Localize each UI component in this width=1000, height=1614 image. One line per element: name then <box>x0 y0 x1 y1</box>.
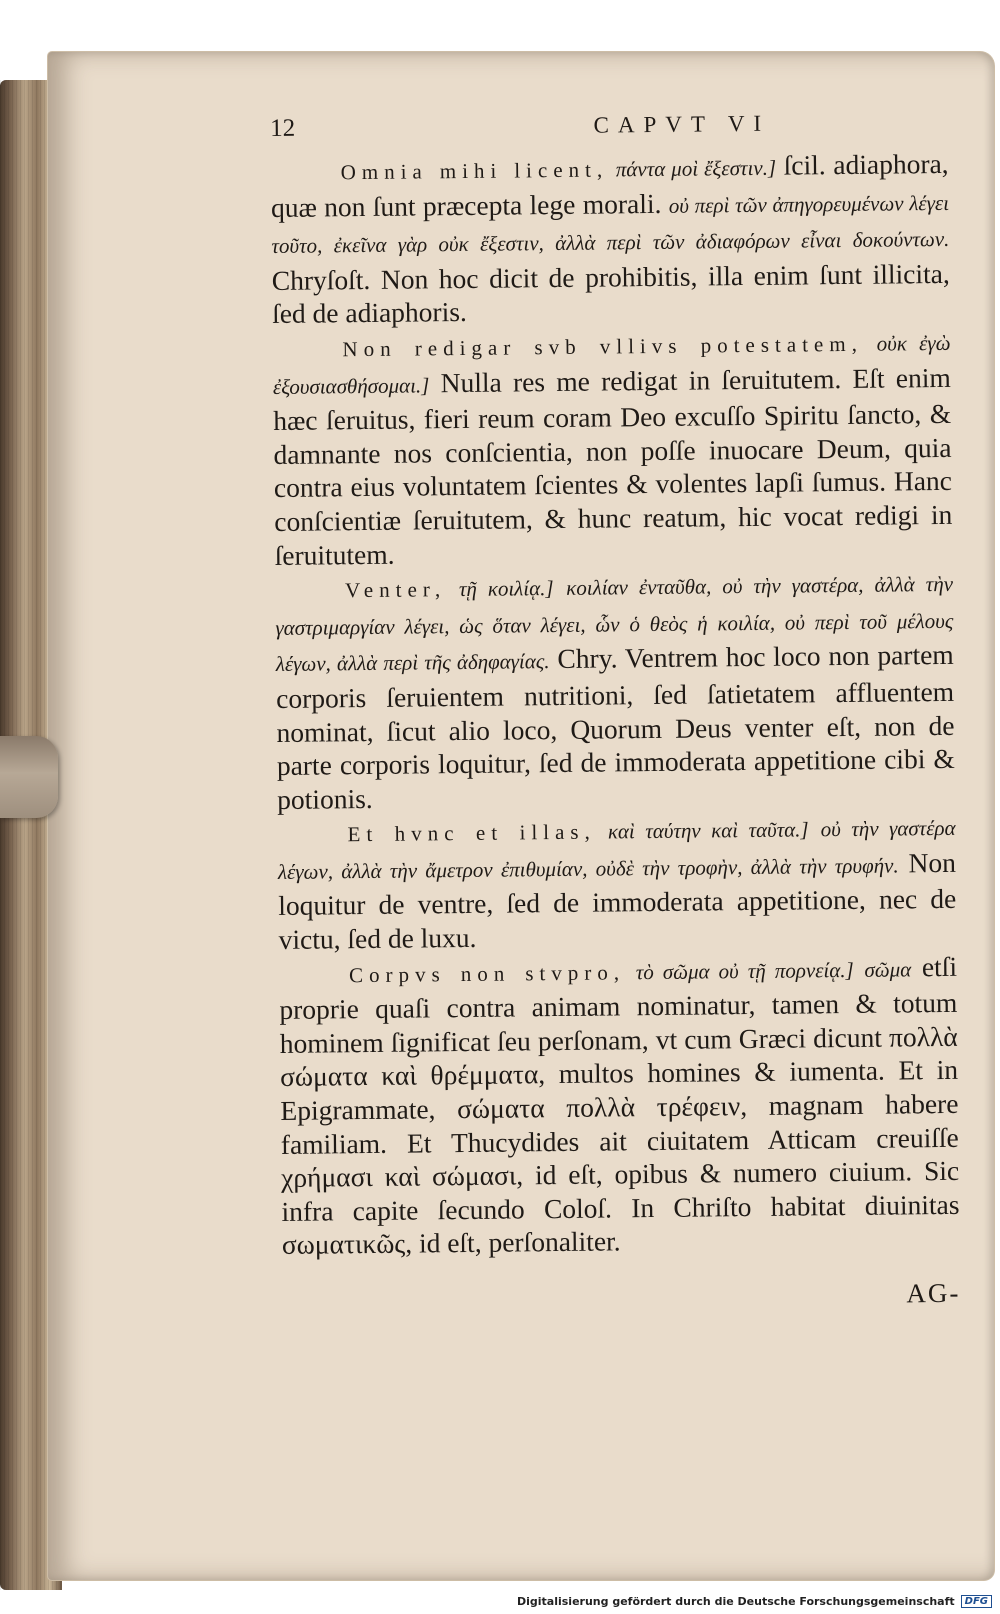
greek-lemma: τῇ κοιλίᾳ.] <box>458 576 554 602</box>
chapter-title: CAPVT VI <box>593 110 771 138</box>
latin-text: ſcil. adiaphora, quæ non ſunt præcepta lege morali. <box>270 147 949 223</box>
latin-text: Nulla res me redigat in ſeruitutem. Eſt enim hæc ſeruitus, fieri reum coram Deo excuſſo Spiritu ſancto, & damnante nos conſcientia, non poſſe inuocare Deum, quia contra eius voluntatem ſcientes & volentes lapſi ſumus. Hanc conſcientiæ ſeruitutem, & hunc reatum, hic vocat redigi in ſeruitutem. <box>273 361 953 571</box>
catchword: AG- <box>906 1277 961 1309</box>
paragraph-4 <box>277 809 956 956</box>
latin-text: Chryſoſt. Non hoc dicit de prohibitis, illa enim ſunt illicita, ſed de adiaphoris. <box>271 257 950 330</box>
latin-text: Non loquitur de ventre, ſed de immoderata appetitione, nec de victu, ſed de luxu. <box>278 846 957 956</box>
page-clip <box>0 736 58 818</box>
digitization-footer <box>517 1595 992 1608</box>
greek-text: κοιλίαν ἐνταῦθα, οὐ τὴν γαστέρα, ἀλλὰ τὴν γαστριμαργίαν λέγει, ὡς ὅταν λέγει, ὧν ὁ θεὸς ἡ κοιλία, οὐ περὶ τοῦ μέλους λέγων, ἀλλὰ περὶ τῆς ἀδηφαγίας. <box>275 571 954 677</box>
page-number: 12 <box>270 114 296 142</box>
dfg-logo-icon: DFG <box>961 1595 992 1608</box>
greek-text: οὐ τὴν γαστέρα λέγων, ἀλλὰ τὴν ἄμετρον ἐπιθυμίαν, οὐδὲ τὴν τροφὴν, ἀλλὰ τὴν τρυφήν. <box>277 816 956 884</box>
greek-text: σῶμα <box>864 956 912 982</box>
paragraph-2 <box>272 324 952 572</box>
greek-lemma: οὐκ ἐγὼ ἐξουσιασθήσομαι.] <box>272 330 951 399</box>
lemma: Corpvs non stvpro, <box>348 959 626 987</box>
lemma: Et hvnc et illas, <box>347 819 596 847</box>
lemma: Venter, <box>344 577 447 603</box>
paragraph-1 <box>270 147 950 331</box>
greek-lemma: καὶ ταύτην καὶ ταῦτα.] <box>607 817 809 844</box>
footer-credit: Digitalisierung gefördert durch die Deutsche Forschungsgemeinschaft <box>516 1595 955 1608</box>
running-head <box>270 105 948 152</box>
lemma: Omnia mihi licent, <box>340 157 609 185</box>
greek-text: οὐ περὶ τῶν ἀπηγορευμένων λέγει τοῦτο, ἐκεῖνα γὰρ οὐκ ἔξεστιν, ἀλλὰ περὶ τῶν ἀδιαφόρων εἶναι δοκούντων. <box>271 190 950 259</box>
greek-lemma: τὸ σῶμα οὐ τῇ πορνείᾳ.] <box>635 957 854 984</box>
greek-lemma: πάντα μοὶ ἔξεστιν.] <box>615 155 777 182</box>
lemma: Non redigar svb vllivs potestatem, <box>342 331 864 362</box>
latin-text: Chry. Ventrem hoc loco non partem corporis ſeruientem nutritioni, ſed ſatietatem affluentem nominat, ſicut alio loco, Quorum Deus venter eſt, non de parte corporis loquitur, ſed de immoderata appetitione cibi & potionis. <box>275 639 955 815</box>
text-block <box>270 105 961 1318</box>
paragraph-3 <box>275 565 956 816</box>
latin-text: etſi proprie quaſi contra animam nominatur, tamen & totum hominem ſignificat ſeu perſonam, vt cum Græci dicunt πολλὰ σώματα καὶ θρέμματα, multos homines & iumenta. Et in Epigrammate, σώματα πολλὰ τρέφειν, magnam habere familiam. Et Thucydides ait ciuitatem Atticam creuiſſe χρήμασι καὶ σώμασι, id eſt, opibus & numero ciuium. Sic infra capite ſecundo Coloſ. In Chriſto habitat diuinitas σωματικῶς, id eſt, perſonaliter. <box>279 950 960 1261</box>
paragraph-5 <box>279 950 960 1262</box>
